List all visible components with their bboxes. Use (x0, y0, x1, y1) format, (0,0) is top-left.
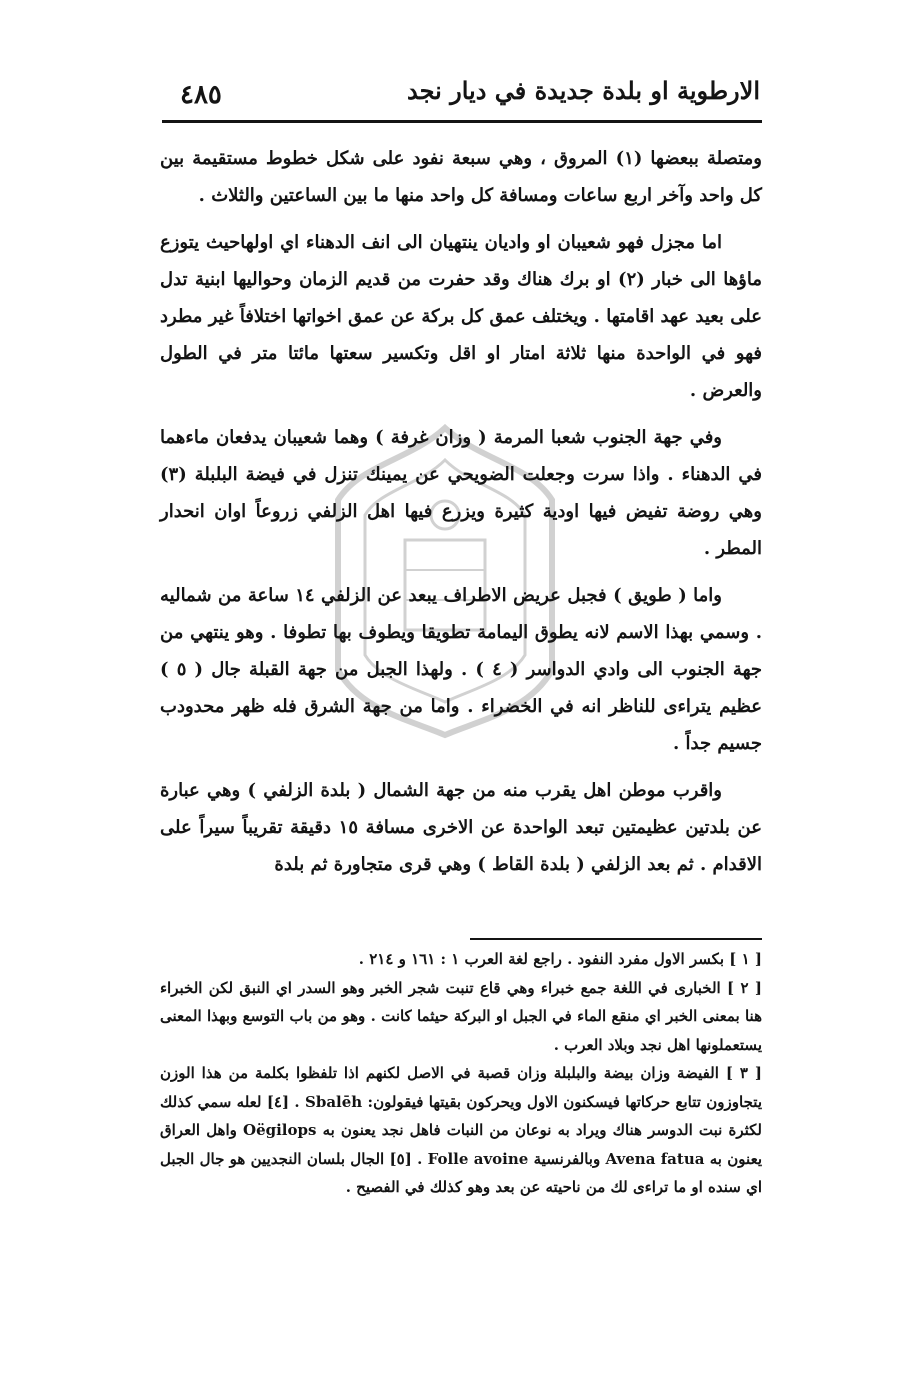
footnote-1: [ ١ ] بكسر الاول مفرد النفود . راجع لغة العرب ١ : ١٦١ و ٢١٤ . (358, 950, 762, 968)
running-header (160, 70, 760, 118)
paragraph-2: اما مجزل فهو شعيبان او واديان ينتهيان الى انف الدهناء اي اولهاحيث يتوزع ماؤها الى خبار (٢) او برك هناك وقد حفرت من قديم الزمان وحواليها ابنية تدل على بعيد عهد اقامتها . ويختلف عمق كل بركة عن عمق اخواتها اختلافاً غير مطرد فهو في الواحدة منها ثلاثة امتار او اقل وتكسير سعتها مائتا متر في الطول والعرض . (160, 232, 763, 401)
running-title: الارطوية او بلدة جديدة في ديار نجد (407, 76, 760, 105)
page-number: ٤٨٥ (180, 80, 222, 110)
paragraph-1: ومتصلة ببعضها (١) المروق ، وهي سبعة نفود على شكل خطوط مستقيمة بين كل واحد وآخر اربع ساعات ومسافة كل واحد منها ما بين الساعتين والثلاث . (160, 148, 762, 206)
paragraph-4: واما ( طويق ) فجبل عريض الاطراف يبعد عن الزلفي ١٤ ساعة من شماليه . وسمي بهذا الاسم لانه يطوق اليمامة تطويقا ويطوف بها تطوفا . وهو ينتهي من جهة الجنوب الى وادي الدواسر ( ٤ ) . ولهذا الجبل من جهة القبلة جال ( ٥ ) عظيم يتراءى للناظر انه في الخضراء . واما من جهة الشرق فله ظهر محدودب جسيم جداً . (160, 585, 762, 754)
footnote-rule (470, 938, 762, 940)
main-text (160, 140, 762, 893)
footnote-3-5: [ ٣ ] الفيضة وزان بيضة والبلبلة وزان قصبة في الاصل لكنهم اذا تلفظوا بكلمة من هذا الوزن يتجاوزون تتابع حركاتها فيسكنون الاول ويحركون بقيتها فيقولون: Sbalēh . [٤] لعله سمي كذلك لكثرة نبت الدوسر هناك ويراد به نوعان من النبات فاهل نجد يعنون به Oëgilops واهل العراق يعنون به Avena fatua وبالفرنسية Folle avoine . [٥] الجال بلسان النجديين هو جال الجبل اي سنده او ما تراءى لك من ناحيته عن بعد وهو كذلك في الفصيح . (160, 1064, 763, 1196)
paragraph-3: وفي جهة الجنوب شعبا المرمة ( وزان غرفة ) وهما شعيبان يدفعان ماءهما في الدهناء . واذا سرت وجعلت الضويحي عن يمينك تنزل في فيضة البلبلة (٣) وهي روضة تفيض فيها اودية كثيرة ويزرع فيها اهل الزلفي زروعاً اوان انحدار المطر . (160, 427, 762, 559)
footnote-2: [ ٢ ] الخبارى في اللغة جمع خبراء وهي قاع تنبت شجر الخبر وهو السدر اي النبق لكن الخبراء هنا بمعنى الخبر اي منقع الماء في الجبل او البركة حيثما كانت . وهو من باب التوسع وبهذا المعنى يستعملونها اهل نجد وبلاد العرب . (160, 978, 762, 1054)
paragraph-5: واقرب موطن اهل يقرب منه من جهة الشمال ( بلدة الزلفي ) وهي عبارة عن بلدتين عظيمتين تبعد الواحدة عن الاخرى مسافة ١٥ دقيقة تقريباً سيراً على الاقدام . ثم بعد الزلفي ( بلدة القاط ) وهي قرى متجاورة ثم بلدة (160, 780, 762, 875)
footnotes (160, 945, 762, 1202)
header-rule (162, 120, 762, 123)
